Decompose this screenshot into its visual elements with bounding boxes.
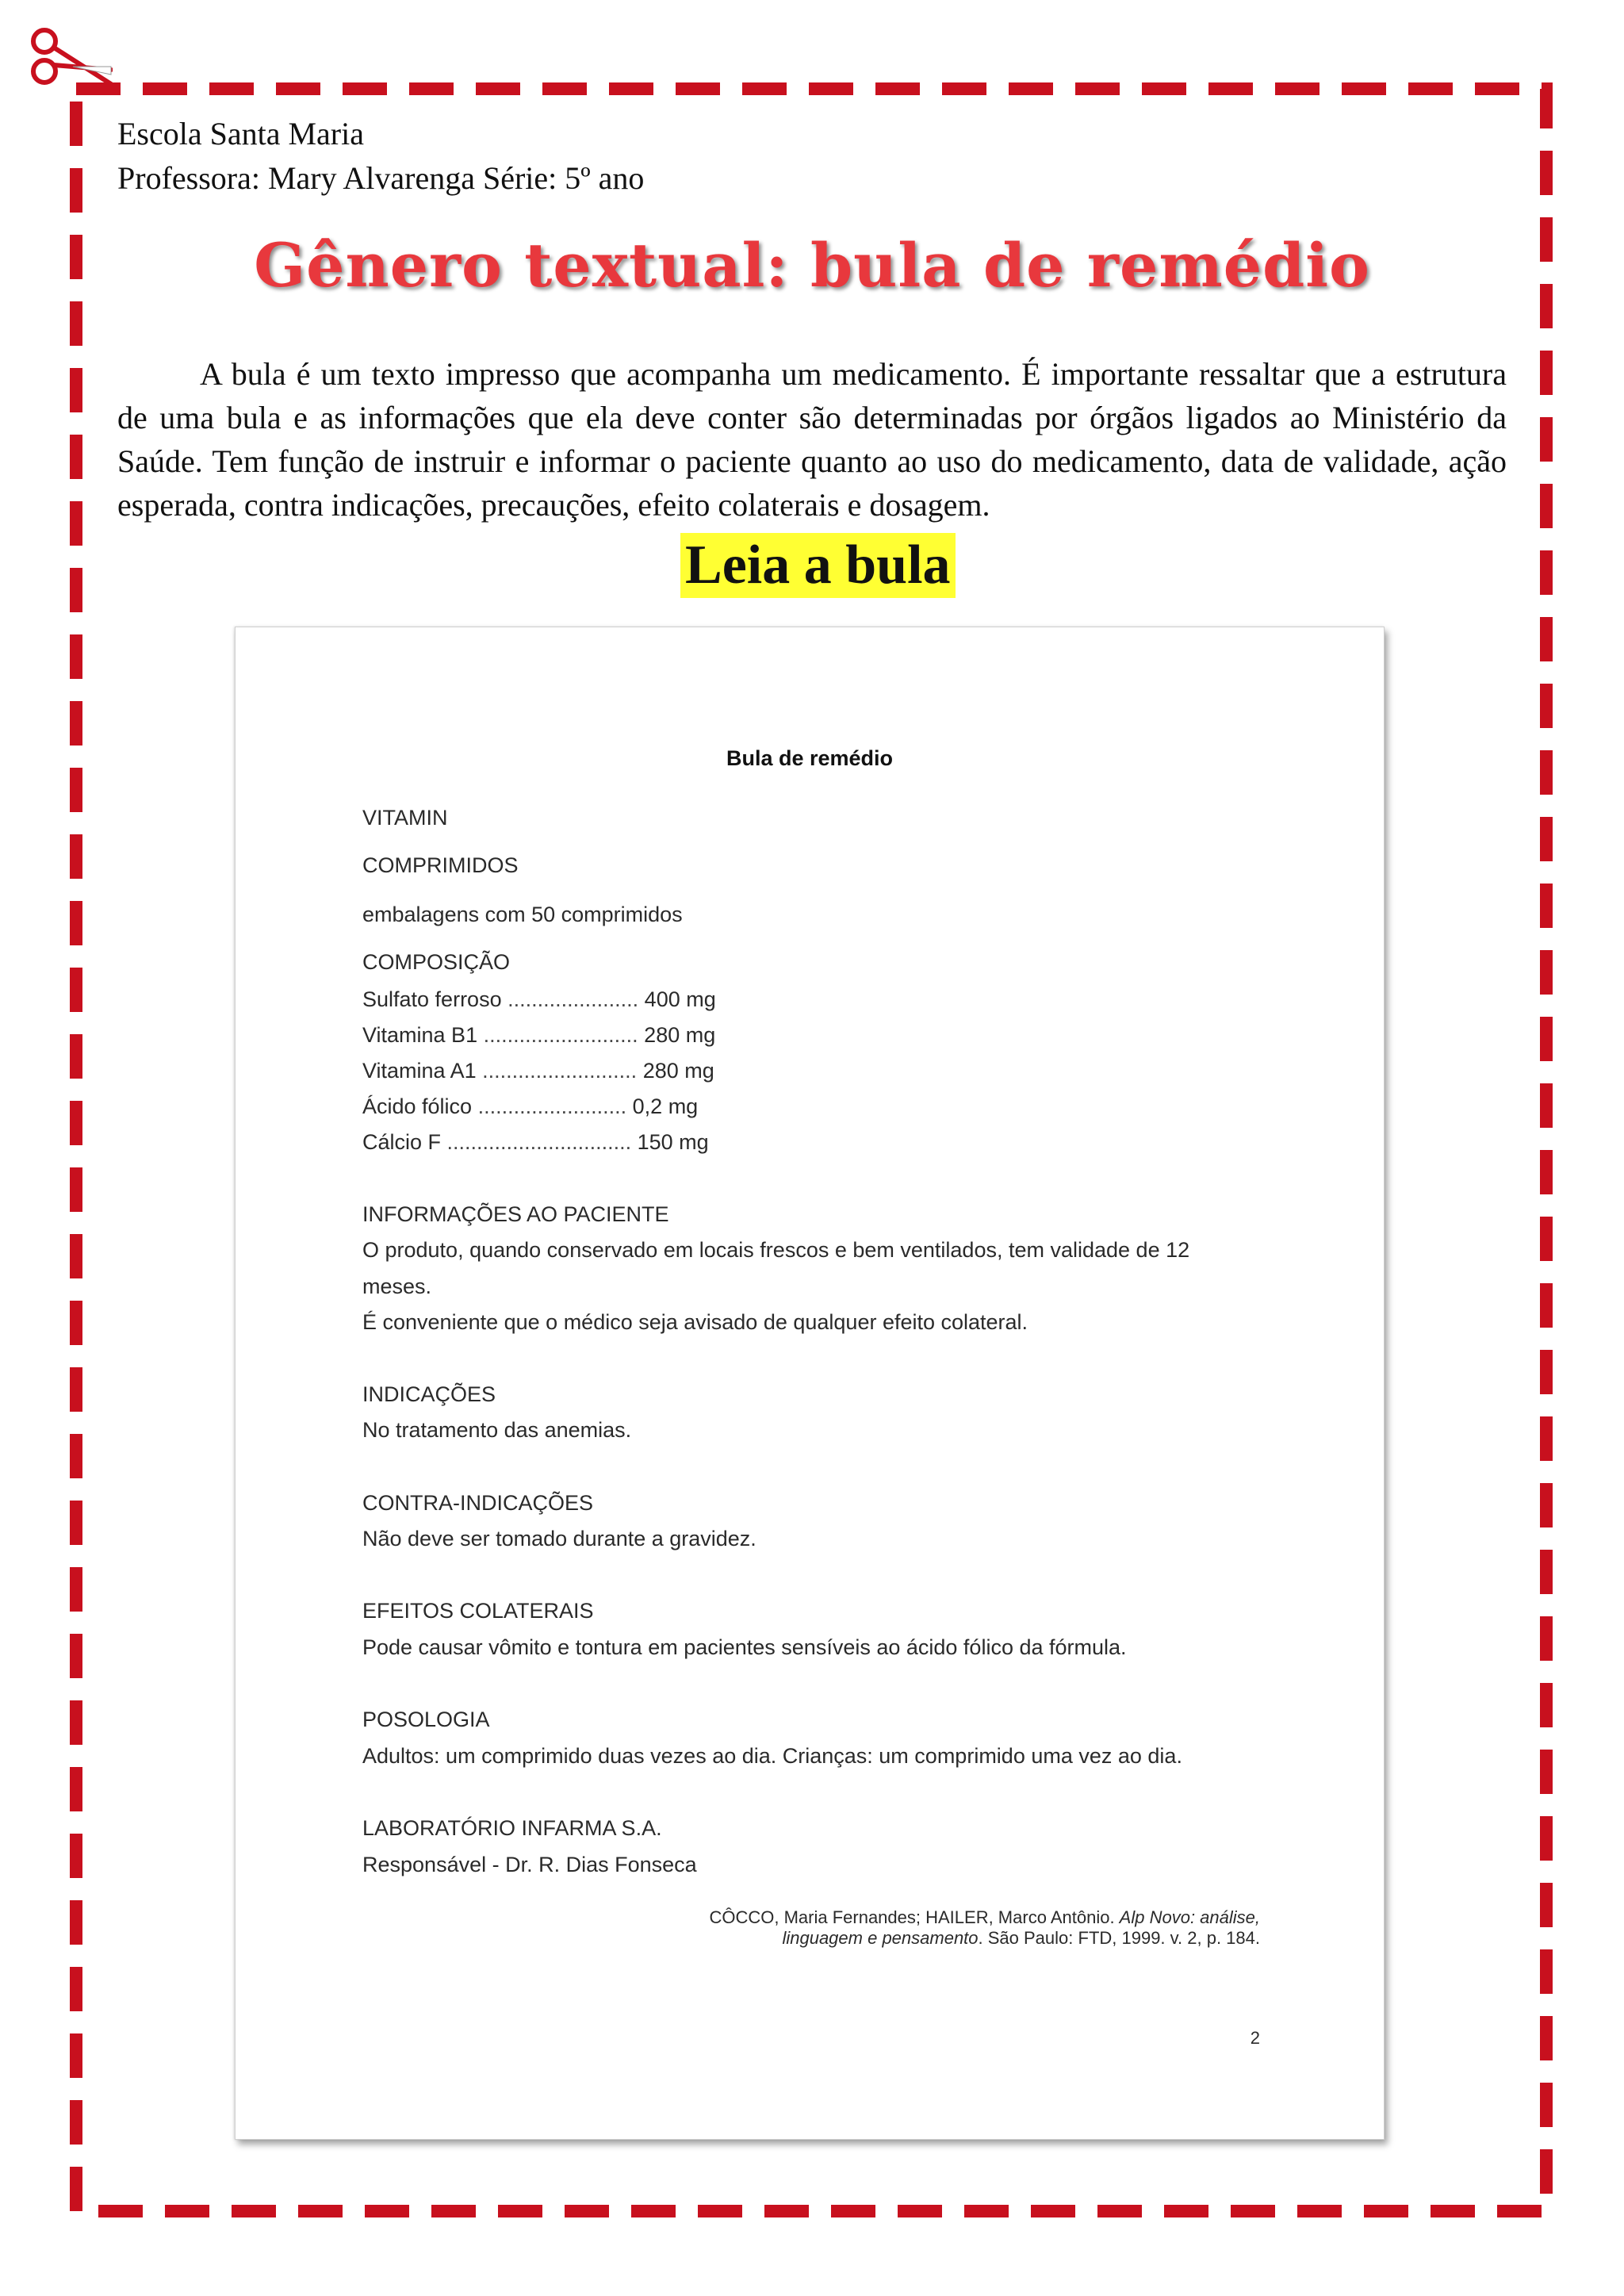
package-info: embalagens com 50 comprimidos	[362, 903, 683, 926]
product-name: VITAMIN	[362, 806, 448, 830]
indications-text: No tratamento das anemias.	[362, 1418, 632, 1442]
composition-row	[362, 1056, 714, 1085]
indications-heading: INDICAÇÕES	[362, 1382, 496, 1406]
ingredient-name: Sulfato ferroso	[362, 987, 502, 1011]
patient-info-heading: INFORMAÇÕES AO PACIENTE	[362, 1202, 669, 1226]
patient-info-line: meses.	[362, 1274, 432, 1298]
product-form: COMPRIMIDOS	[362, 853, 519, 877]
leader-dots: .........................	[477, 1094, 627, 1118]
intro-paragraph: A bula é um texto impresso que acompanha um medicamento. É importante ressaltar que a estrutura de uma bula e as informações que ela deve conter são determinadas por órgãos ligados ao Ministério da Saúde. Tem função de instruir e informar o paciente quanto ao uso do medicamento, data de validade, ação esperada, contra indicações, precauções, efeito colaterais e dosagem.	[117, 356, 1507, 523]
patient-info-line: O produto, quando conservado em locais frescos e bem ventilados, tem validade de 12	[362, 1238, 1190, 1262]
leader-dots: ......................	[508, 987, 639, 1011]
composition-row	[362, 985, 716, 1014]
contraindications-heading: CONTRA-INDICAÇÕES	[362, 1491, 594, 1515]
bula-scanned-page	[235, 627, 1385, 2140]
reference-book-title: Alp Novo: análise,	[1119, 1907, 1260, 1927]
responsible-doctor: Responsável - Dr. R. Dias Fonseca	[362, 1853, 697, 1876]
posology-text: Adultos: um comprimido duas vezes ao dia. Crianças: um comprimido uma vez ao dia.	[362, 1744, 1182, 1768]
laboratory-name: LABORATÓRIO INFARMA S.A.	[362, 1816, 662, 1840]
ingredient-dose: 0,2 mg	[632, 1094, 699, 1118]
composition-row	[362, 1092, 698, 1121]
page-number: 2	[1250, 2028, 1260, 2048]
posology-heading: POSOLOGIA	[362, 1708, 490, 1731]
scissors-icon	[17, 24, 113, 87]
leader-dots: ..........................	[483, 1023, 638, 1047]
composition-row	[362, 1021, 715, 1049]
ingredient-dose: 400 mg	[644, 987, 716, 1011]
ingredient-dose: 280 mg	[642, 1059, 714, 1083]
school-name: Escola Santa Maria	[117, 116, 364, 151]
leader-dots: ...............................	[446, 1130, 632, 1154]
side-effects-heading: EFEITOS COLATERAIS	[362, 1599, 594, 1623]
composition-row	[362, 1128, 709, 1156]
ingredient-name: Cálcio F	[362, 1130, 442, 1154]
side-effects-text: Pode causar vômito e tontura em pacientes sensíveis ao ácido fólico da fórmula.	[362, 1635, 1127, 1659]
ingredient-dose: 280 mg	[644, 1023, 716, 1047]
page-title: Gênero textual: bula de remédio	[254, 230, 1370, 301]
ingredient-name: Ácido fólico	[362, 1094, 473, 1118]
contraindications-text: Não deve ser tomado durante a gravidez.	[362, 1527, 756, 1550]
reference-book-subtitle: linguagem e pensamento	[782, 1928, 979, 1948]
reference-authors: CÔCCO, Maria Fernandes; HAILER, Marco Antônio.	[709, 1907, 1120, 1927]
read-instruction-heading: Leia a bula	[680, 533, 956, 598]
leader-dots: ..........................	[482, 1059, 638, 1083]
reference-publisher: . São Paulo: FTD, 1999. v. 2, p. 184.	[978, 1928, 1260, 1948]
ingredient-dose: 150 mg	[637, 1130, 709, 1154]
teacher-grade-line: Professora: Mary Alvarenga Série: 5º ano	[117, 160, 645, 196]
bibliographic-reference	[546, 1907, 1260, 1949]
ingredient-name: Vitamina B1	[362, 1023, 478, 1047]
composition-heading: COMPOSIÇÃO	[362, 950, 511, 974]
ingredient-name: Vitamina A1	[362, 1059, 477, 1083]
bula-title: Bula de remédio	[726, 746, 894, 770]
patient-info-line: É conveniente que o médico seja avisado de qualquer efeito colateral.	[362, 1310, 1028, 1334]
